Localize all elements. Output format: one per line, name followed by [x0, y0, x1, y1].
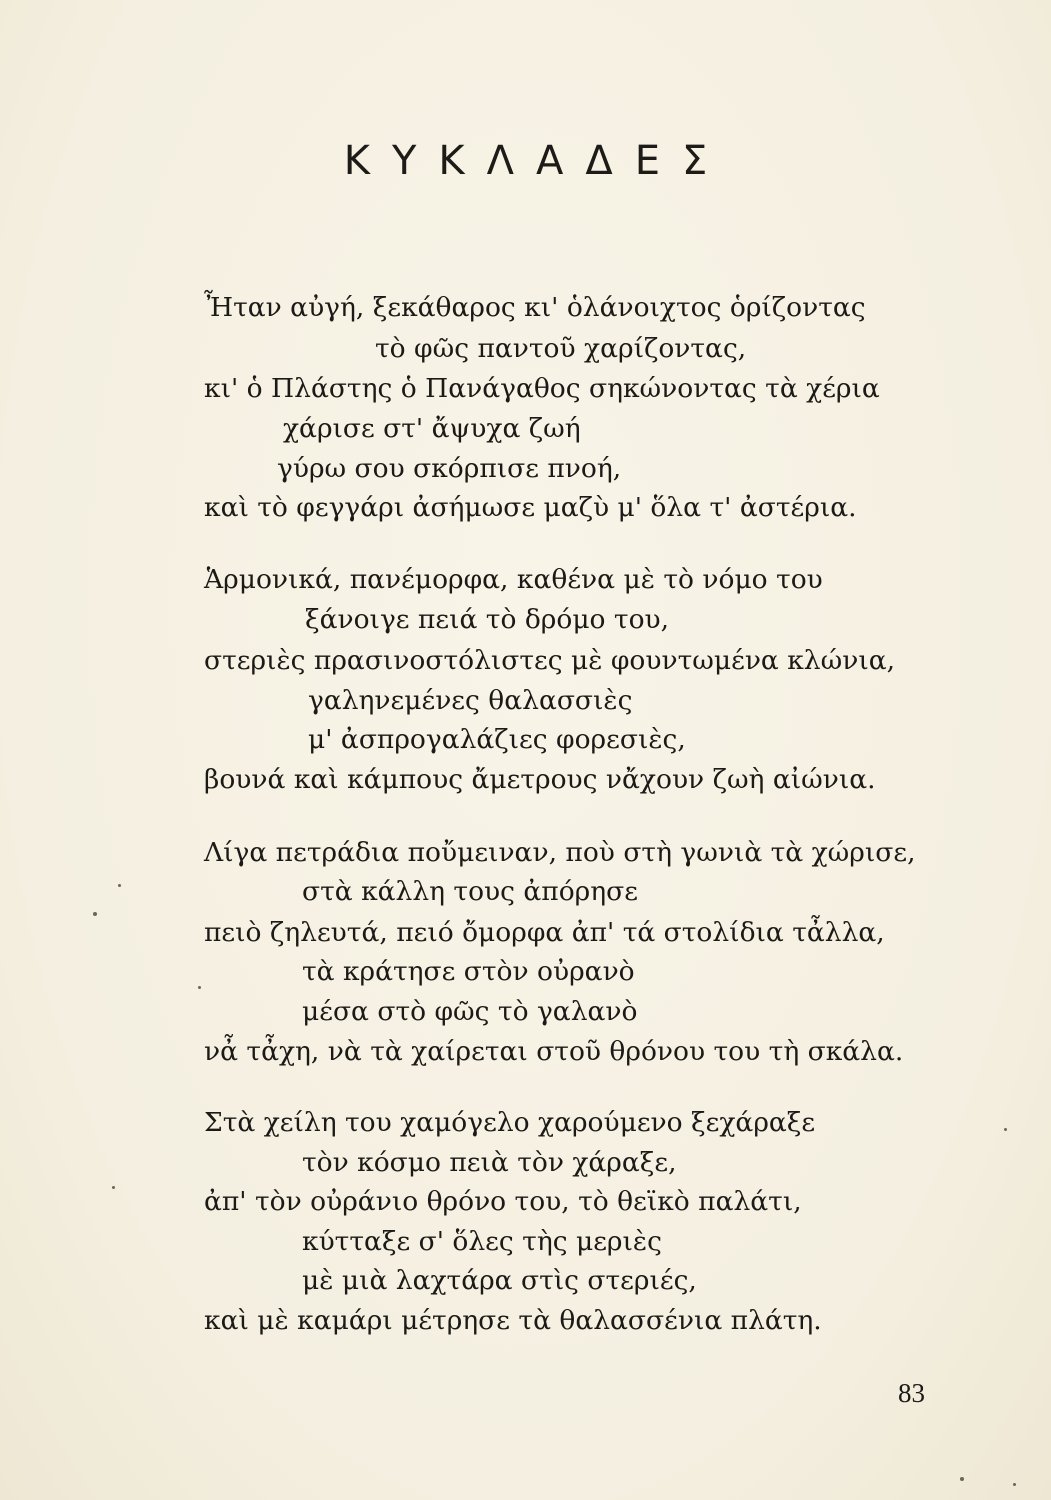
stanza-2-line-3: στεριὲς πρασινοστόλιστες μὲ φουντωμένα κλώνια, — [204, 645, 896, 676]
stanza-3-line-2: στὰ κάλλη τους ἀπόρησε — [302, 876, 638, 907]
stanza-3-line-6: νἆ τἆχη, νὰ τὰ χαίρεται στοῦ θρόνου του τὴ σκάλα. — [204, 1036, 904, 1067]
stanza-2-line-2: ξάνοιγε πειά τὸ δρόμο του, — [305, 604, 670, 635]
scan-speck — [112, 1186, 115, 1189]
stanza-1-line-3: κι' ὁ Πλάστης ὁ Πανάγαθος σηκώνοντας τὰ χέρια — [204, 373, 880, 404]
stanza-4-line-4: κύτταξε σ' ὅλες τὴς μεριὲς — [302, 1226, 662, 1257]
stanza-4-line-3: ἀπ' τὸν οὐράνιο θρόνο του, τὸ θεϊκὸ παλάτι, — [204, 1186, 802, 1217]
stanza-1-line-5: γύρω σου σκόρπισε πνοή, — [277, 453, 622, 484]
stanza-1-line-1: Ἦταν αὐγή, ξεκάθαρος κι' ὁλάνοιχτος ὁρίζοντας — [204, 292, 866, 323]
stanza-4-line-6: καὶ μὲ καμάρι μέτρησε τὰ θαλασσένια πλάτη. — [204, 1305, 822, 1336]
poem-title: ΚΥΚΛΑΔΕΣ — [343, 138, 730, 184]
stanza-1-line-4: χάρισε στ' ἄψυχα ζωή — [283, 413, 581, 444]
scan-speck — [93, 912, 97, 916]
stanza-1-line-2: τὸ φῶς παντοῦ χαρίζοντας, — [375, 333, 747, 364]
stanza-2-line-6: βουνά καὶ κάμπους ἄμετρους νἄχουν ζωὴ αἰώνια. — [204, 764, 876, 795]
scan-speck — [1004, 1128, 1007, 1131]
scan-speck — [960, 1477, 964, 1481]
stanza-2-line-4: γαληνεμένες θαλασσιὲς — [308, 685, 633, 716]
stanza-3-line-1: Λίγα πετράδια ποὔμειναν, ποὺ στὴ γωνιὰ τὰ χώρισε, — [204, 837, 916, 868]
stanza-1-line-6: καὶ τὸ φεγγάρι ἀσήμωσε μαζὺ μ' ὅλα τ' ἀστέρια. — [204, 492, 857, 523]
scan-speck — [118, 884, 121, 887]
stanza-3-line-4: τὰ κράτησε στὸν οὐρανὸ — [302, 956, 635, 987]
stanza-4-line-1: Στὰ χείλη του χαμόγελο χαρούμενο ξεχάραξε — [204, 1107, 816, 1138]
stanza-2-line-1: Ἁρμονικά, πανέμορφα, καθένα μὲ τὸ νόμο του — [204, 564, 823, 595]
stanza-2-line-5: μ' ἀσπρογαλάζιες φορεσιὲς, — [308, 724, 686, 755]
stanza-3-line-5: μέσα στὸ φῶς τὸ γαλανὸ — [302, 996, 638, 1027]
scan-speck — [198, 986, 201, 989]
stanza-4-line-2: τὸν κόσμο πειὰ τὸν χάραξε, — [302, 1147, 677, 1178]
scan-speck — [1013, 1483, 1016, 1486]
stanza-3-line-3: πειὸ ζηλευτά, πειό ὄμορφα ἀπ' τά στολίδια τἆλλα, — [204, 917, 885, 948]
stanza-4-line-5: μὲ μιὰ λαχτάρα στὶς στεριές, — [302, 1265, 697, 1296]
page-number: 83 — [898, 1378, 925, 1408]
